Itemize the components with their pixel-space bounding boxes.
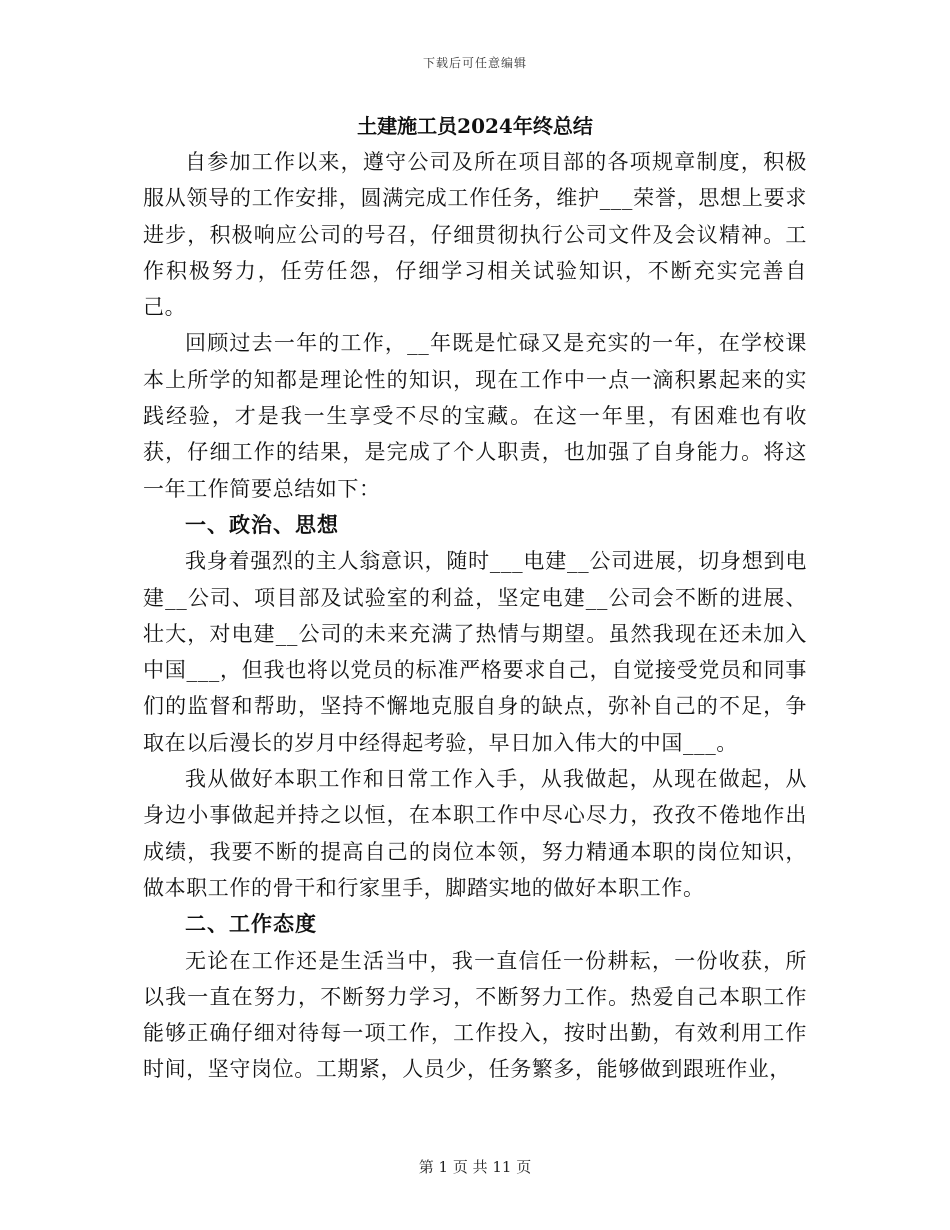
paragraph-politics: 我身着强烈的主人翁意识，随时___电建__公司进展，切身想到电建__公司、项目部及试验室的利益，坚定电建__公司会不断的进展、壮大，对电建__公司的未来充满了热情与期望。虽然我现在还未加入中国___，但我也将以党员的标准严格要求自己，自觉接受党员和同事们的监督和帮助，坚持不懈地克服自身的缺点，弥补自己的不足，争取在以后漫长的岁月中经得起考验，早日加入伟大的中国___。: [143, 549, 807, 755]
document-body: [143, 108, 807, 1088]
header-note: 下载后可任意编辑: [422, 56, 527, 70]
paragraph-duty: 我从做好本职工作和日常工作入手，从我做起，从现在做起，从身边小事做起并持之以恒，在本职工作中尽心尽力，孜孜不倦地作出成绩，我要不断的提高自己的岗位本领，努力精通本职的岗位知识，做本职工作的骨干和行家里手，脚踏实地的做好本职工作。: [143, 767, 807, 900]
section-heading-politics: 一、政治、思想: [185, 511, 339, 537]
page-number-footer: 第 1 页 共 11 页: [418, 1158, 532, 1176]
section-heading-attitude: 二、工作态度: [185, 911, 317, 937]
paragraph-review: 回顾过去一年的工作，__年既是忙碌又是充实的一年，在学校课本上所学的知都是理论性的知识，现在工作中一点一滴积累起来的实践经验，才是我一生享受不尽的宝藏。在这一年里，有困难也有收获，仔细工作的结果，是完成了个人职责，也加强了自身能力。将这一年工作简要总结如下：: [143, 331, 807, 501]
document-title: 土建施工员2024年终总结: [357, 114, 593, 138]
paragraph-intro: 自参加工作以来，遵守公司及所在项目部的各项规章制度，积极服从领导的工作安排，圆满完成工作任务，维护___荣誉，思想上要求进步，积极响应公司的号召，仔细贯彻执行公司文件及会议精神。工作积极努力，任劳任怨，仔细学习相关试验知识，不断充实完善自己。: [143, 150, 807, 320]
paragraph-attitude: 无论在工作还是生活当中，我一直信任一份耕耘，一份收获，所以我一直在努力，不断努力学习，不断努力工作。热爱自己本职工作能够正确仔细对待每一项工作，工作投入，按时出勤，有效利用工作时间，坚守岗位。工期紧，人员少，任务繁多，能够做到跟班作业，: [143, 948, 807, 1082]
